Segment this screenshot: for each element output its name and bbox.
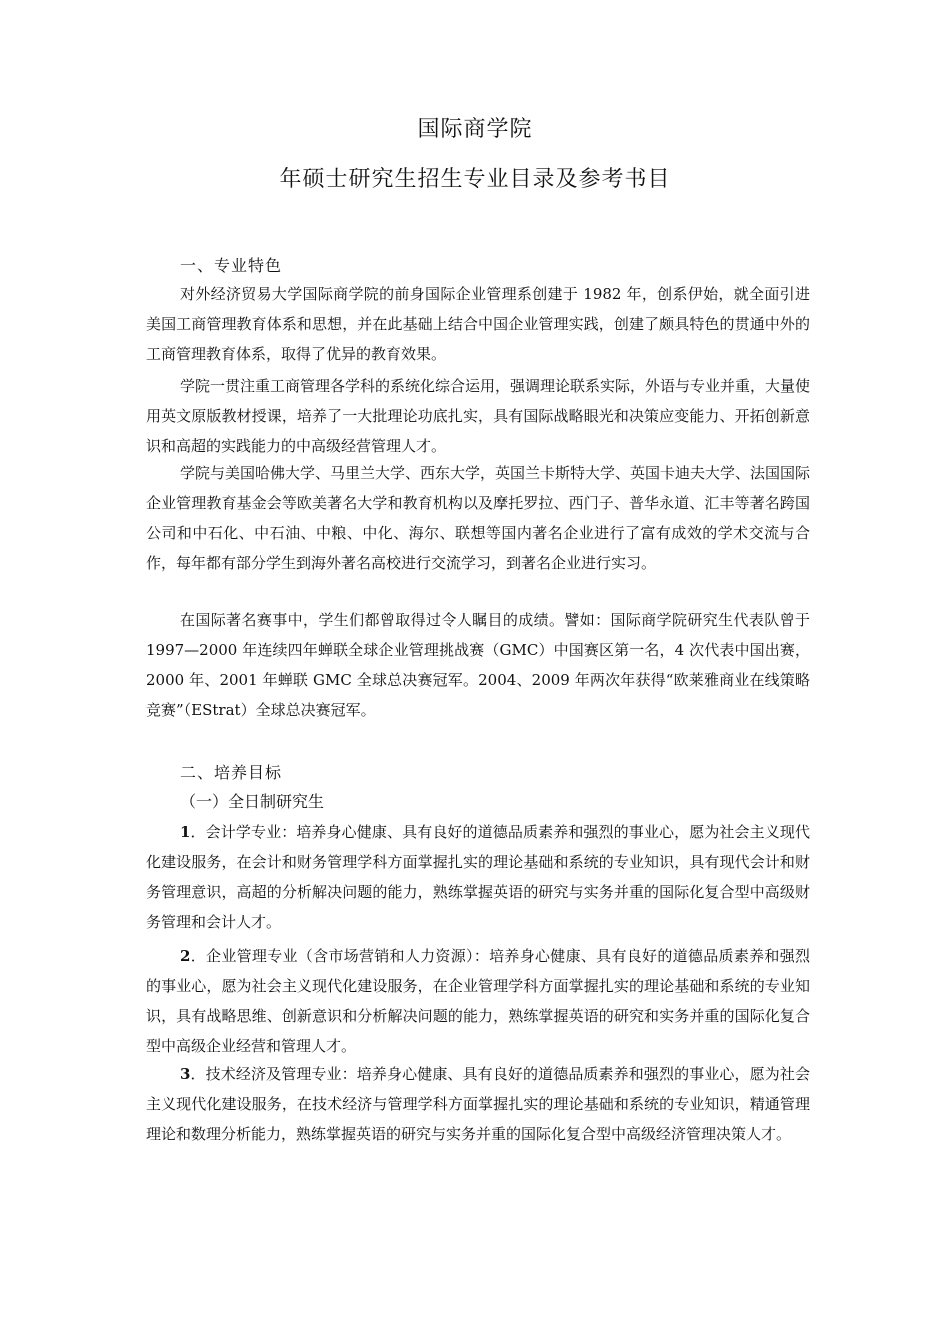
paragraph-teaching: 学院一贯注重工商管理各学科的系统化综合运用，强调理论联系实际，外语与专业并重，大量使用英文原版教材授课，培养了一大批理论功底扎实，具有国际战略眼光和决策应变能力、开拓创新意识和高超的实践能力的中高级经营管理人才。 <box>146 377 811 455</box>
document-title: 国际商学院 <box>417 117 533 142</box>
item-text: ．会计学专业：培养身心健康、具有良好的道德品质素养和强烈的事业心，愿为社会主义现代化建设服务，在会计和财务管理学科方面掌握扎实的理论基础和系统的专业知识，具有现代会计和财务管理意识，高超的分析解决问题的能力，熟练掌握英语的研究与实务并重的国际化复合型中高级财务管理和会计人才。 <box>146 823 810 931</box>
objective-item-tech-economics <box>146 1059 810 1149</box>
section-heading-objectives: 二、培养目标 <box>180 763 283 782</box>
paragraph-awards: 在国际著名赛事中，学生们都曾取得过令人瞩目的成绩。譬如：国际商学院研究生代表队曾于 1997—2000 年连续四年蝉联全球企业管理挑战赛（GMC）中国赛区第一名，4 次代表中国出赛，2000 年、2001 年蝉联 GMC 全球总决赛冠军。2004、2009 年两次年获得“欧莱雅商业在线策略竞赛”（EStrat）全球总决赛冠军。 <box>146 611 810 719</box>
objective-item-management <box>146 941 810 1061</box>
paragraph-history: 对外经济贸易大学国际商学院的前身国际企业管理系创建于 1982 年，创系伊始，就全面引进美国工商管理教育体系和思想，并在此基础上结合中国企业管理实践，创建了颇具特色的贯通中外的工商管理教育体系，取得了优异的教育效果。 <box>146 285 810 363</box>
item-number: 2 <box>180 947 191 965</box>
subsection-heading-fulltime: （一）全日制研究生 <box>180 792 325 811</box>
item-text: ．企业管理专业（含市场营销和人力资源）：培养身心健康、具有良好的道德品质素养和强烈的事业心，愿为社会主义现代化建设服务，在企业管理学科方面掌握扎实的理论基础和系统的专业知识，具有战略思维、创新意识和分析解决问题的能力，熟练掌握英语的研究和实务并重的国际化复合型中高级企业经营和管理人才。 <box>146 947 810 1055</box>
item-text: ．技术经济及管理专业：培养身心健康、具有良好的道德品质素养和强烈的事业心，愿为社会主义现代化建设服务，在技术经济与管理学科方面掌握扎实的理论基础和系统的专业知识，精通管理理论和数理分析能力，熟练掌握英语的研究与实务并重的国际化复合型中高级经济管理决策人才。 <box>146 1065 810 1143</box>
paragraph-cooperation: 学院与美国哈佛大学、马里兰大学、西东大学，英国兰卡斯特大学、英国卡迪夫大学、法国国际企业管理教育基金会等欧美著名大学和教育机构以及摩托罗拉、西门子、普华永道、汇丰等著名跨国公司和中石化、中石油、中粮、中化、海尔、联想等国内著名企业进行了富有成效的学术交流与合作，每年都有部分学生到海外著名高校进行交流学习，到著名企业进行实习。 <box>146 464 811 572</box>
document-subtitle: 年硕士研究生招生专业目录及参考书目 <box>279 167 671 192</box>
item-number: 1 <box>180 823 191 841</box>
section-heading-features: 一、专业特色 <box>180 256 283 275</box>
objective-item-accounting <box>146 817 810 937</box>
item-number: 3 <box>180 1065 191 1083</box>
